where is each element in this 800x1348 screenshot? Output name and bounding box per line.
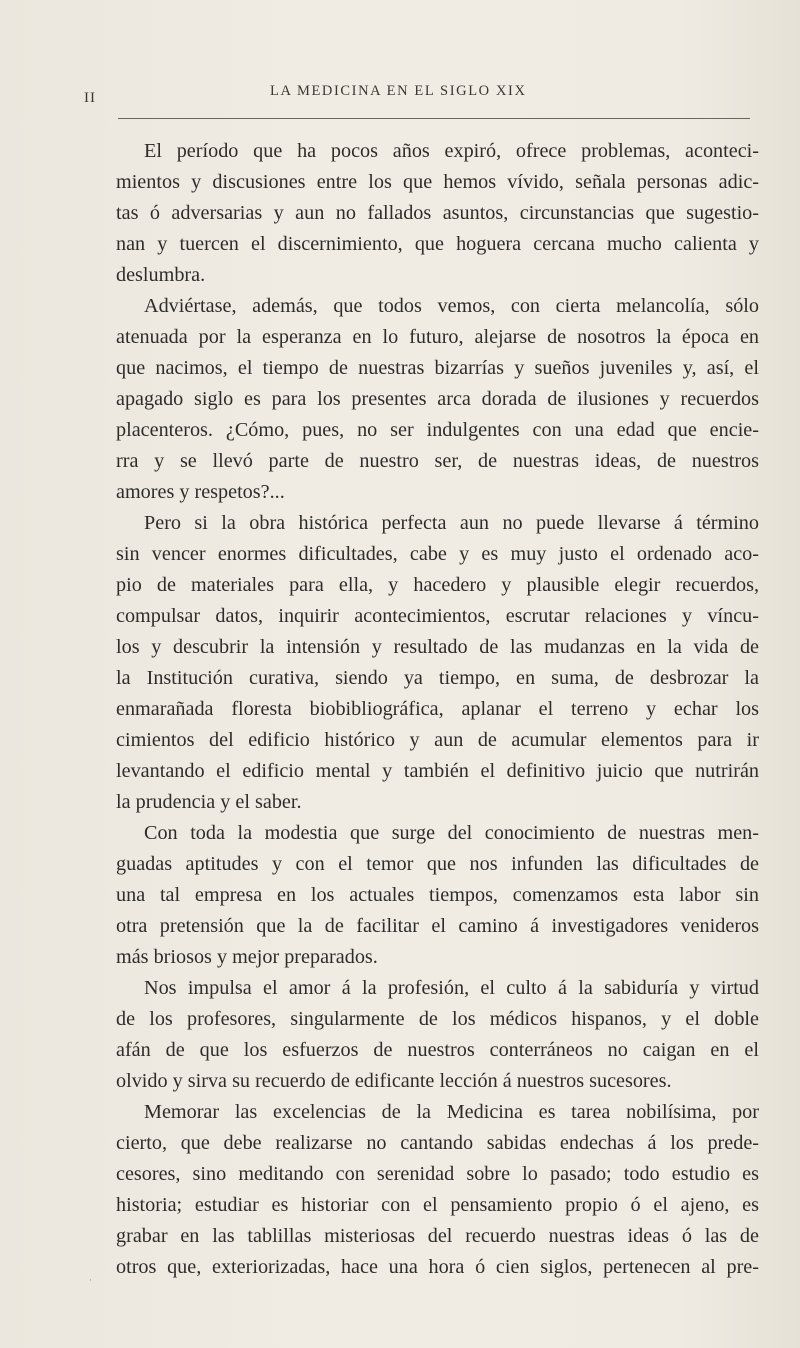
text-line: más briosos y mejor preparados. [116,946,378,968]
text-line: apagado siglo es para los presentes arca dorada de ilusiones y recuerdos [116,388,759,410]
paragraph-6 [88,1097,759,1283]
body-text [88,136,759,1283]
text-line: levantando el edificio mental y también el definitivo juicio que nutrirán [116,760,759,782]
text-line: pio de materiales para ella, y hacedero y plausible elegir recuerdos, [116,574,759,596]
text-line: guadas aptitudes y con el temor que nos infunden las dificultades de [116,853,759,875]
text-line: cimientos del edificio histórico y aun de acumular elementos para ir [116,729,759,751]
text-line: que nacimos, el tiempo de nuestras bizarrías y sueños juveniles y, así, el [116,357,759,379]
text-line: placenteros. ¿Cómo, pues, no ser indulgentes con una edad que encie- [116,419,759,441]
text-line: olvido y sirva su recuerdo de edificante lección á nuestros sucesores. [116,1070,672,1092]
text-line: amores y respetos?... [116,481,285,503]
text-line: Pero si la obra histórica perfecta aun no puede llevarse á término [144,512,759,534]
text-line: enmarañada floresta biobibliográfica, aplanar el terreno y echar los [116,698,759,720]
text-line: El período que ha pocos años expiró, ofrece problemas, aconteci- [144,140,759,162]
text-line: atenuada por la esperanza en lo futuro, alejarse de nosotros la época en [116,326,759,348]
ink-speck: · [89,1275,92,1285]
text-line: mientos y discusiones entre los que hemos vívido, señala personas adic- [116,171,759,193]
running-head-title: LA MEDICINA EN EL SIGLO XIX [270,83,527,99]
paragraph-4 [88,818,759,973]
text-line: otra pretensión que la de facilitar el camino á investigadores venideros [116,915,759,937]
paragraph-1 [88,136,759,291]
text-line: historia; estudiar es historiar con el pensamiento propio ó el ajeno, es [116,1194,759,1216]
text-line: los y descubrir la intensión y resultado de las mudanzas en la vida de [116,636,759,658]
text-line: Adviértase, además, que todos vemos, con cierta melancolía, sólo [144,295,759,317]
header-rule [118,118,750,119]
text-line: la prudencia y el saber. [116,791,302,813]
text-line: rra y se llevó parte de nuestro ser, de nuestras ideas, de nuestros [116,450,759,472]
text-line: de los profesores, singularmente de los médicos hispanos, y el doble [116,1008,759,1030]
text-line: otros que, exteriorizadas, hace una hora ó cien siglos, pertenecen al pre- [116,1256,759,1278]
text-line: cierto, que debe realizarse no cantando sabidas endechas á los prede- [116,1132,759,1154]
text-line: Nos impulsa el amor á la profesión, el culto á la sabiduría y virtud [144,977,759,999]
text-line: una tal empresa en los actuales tiempos, comenzamos esta labor sin [116,884,759,906]
text-line: tas ó adversarias y aun no fallados asuntos, circunstancias que sugestio- [116,202,759,224]
text-line: sin vencer enormes dificultades, cabe y es muy justo el ordenado aco- [116,543,759,565]
text-line: grabar en las tablillas misteriosas del recuerdo nuestras ideas ó las de [116,1225,759,1247]
text-line: deslumbra. [116,264,206,286]
page-number: II [84,90,96,106]
paragraph-2 [88,291,759,508]
paragraph-3 [88,508,759,818]
text-line: compulsar datos, inquirir acontecimientos, escrutar relaciones y víncu- [116,605,759,627]
text-line: nan y tuercen el discernimiento, que hoguera cercana mucho calienta y [116,233,759,255]
text-line: Memorar las excelencias de la Medicina es tarea nobilísima, por [144,1101,759,1123]
text-line: afán de que los esfuerzos de nuestros conterráneos no caigan en el [116,1039,759,1061]
text-line: cesores, sino meditando con serenidad sobre lo pasado; todo estudio es [116,1163,759,1185]
text-line: Con toda la modestia que surge del conocimiento de nuestras men- [144,822,759,844]
paragraph-5 [88,973,759,1097]
text-line: la Institución curativa, siendo ya tiempo, en suma, de desbrozar la [116,667,759,689]
